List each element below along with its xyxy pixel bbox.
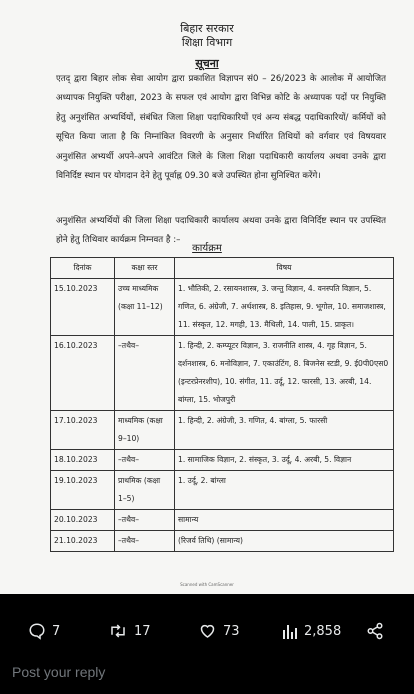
table-row [51, 471, 394, 510]
row-subjects: (रिजर्व तिथि) (सामान्य) [175, 531, 394, 552]
table-header-row [51, 258, 394, 279]
table-row [51, 531, 394, 552]
table-row [51, 510, 394, 531]
schedule-table [50, 257, 394, 552]
share-button[interactable] [366, 622, 384, 640]
table-row [51, 411, 394, 450]
repost-count: 17 [134, 623, 151, 639]
analytics-icon [282, 622, 298, 640]
views-button[interactable] [282, 622, 341, 640]
row-date: 18.10.2023 [51, 450, 115, 471]
row-class: –तथैव– [115, 336, 175, 411]
post-action-bar [0, 622, 414, 648]
like-count: 73 [223, 623, 240, 639]
heart-icon [198, 622, 217, 640]
paragraph-2: अनुशंसित अभ्यर्थियों की जिला शिक्षा पदाधिकारी कार्यालय अथवा उनके द्वारा विनिर्दिष्ट स्थान पर उपस्थित होने हेतु तिथिवार कार्यक्रम निम्नवत है :– [56, 216, 386, 246]
table-title: कार्यक्रम [192, 243, 222, 254]
row-subjects: सामान्य [175, 510, 394, 531]
notice-title: सूचना [195, 57, 219, 70]
row-date: 16.10.2023 [51, 336, 115, 411]
row-class: माध्यमिक (कक्षा 9–10) [115, 411, 175, 450]
table-row [51, 279, 394, 336]
row-subjects: 1. हिन्दी, 2. कम्प्यूटर विज्ञान, 3. राजनीति शास्त्र, 4. गृह विज्ञान, 5. दर्शनशास्त्र, 6. मनोविज्ञान, 7. एकाउंटिंग, 8. बिजनेस स्टडी, 9. ई0पी0एस0 (इन्टरप्रेनरशीप), 10. संगीत, 11. उर्दू, 12. फारसी, 13. अरबी, 14. बांग्ला, 15. भोजपुरी [175, 336, 394, 411]
share-icon [366, 622, 384, 640]
row-subjects: 1. भौतिकी, 2. रसायनशास्त्र, 3. जन्तु विज्ञान, 4. वनस्पति विज्ञान, 5. गणित, 6. अंग्रेजी, 7. अर्थशास्त्र, 8. इतिहास, 9. भूगोल, 10. समाजशास्त्र, 11. संस्कृत, 12. मगही, 13. मैथिली, 14. पाली, 15. प्राकृत। [175, 279, 394, 336]
paragraph-1: एतद् द्वारा बिहार लोक सेवा आयोग द्वारा प्रकाशित विज्ञापन सं0 – 26/2023 के आलोक में आयोजित अध्यापक नियुक्ति परीक्षा, 2023 के सफल एवं आयोग द्वारा विभिन्न कोटि के अध्यापक पदों पर नियुक्ति हेतु अनुशंसित अभ्यर्थियों, संबंधित जिला शिक्षा पदाधिकारियों एवं अन्य संबद्ध पदाधिकारियों/ कर्मियों को सूचित किया जाता है कि निम्नांकित विवरणी के अनुसार निर्धारित तिथियों को वर्गवार एवं विषयवार अनुशंसित अभ्यर्थी अपने-अपने आवंटित जिले के जिला शिक्षा पदाधिकारी कार्यालय अथवा उनके द्वारा विनिर्दिष्ट स्थान पर योगदान देने हेतु पूर्वाह्न 09.30 बजे उपस्थित होना सुनिश्चित करेंगे। [56, 74, 386, 182]
reply-button[interactable] [28, 622, 60, 640]
row-class: –तथैव– [115, 510, 175, 531]
row-date: 17.10.2023 [51, 411, 115, 450]
row-class: –तथैव– [115, 450, 175, 471]
reply-icon [28, 622, 46, 640]
row-subjects: 1. हिन्दी, 2. अंग्रेजी, 3. गणित, 4. बांग्ला, 5. फारसी [175, 411, 394, 450]
row-date: 15.10.2023 [51, 279, 115, 336]
header-line2: शिक्षा विभाग [181, 36, 233, 49]
reply-count: 7 [52, 623, 61, 639]
row-class: प्राथमिक (कक्षा 1–5) [115, 471, 175, 510]
column-header-subject: विषय [175, 258, 394, 279]
view-count: 2,858 [304, 623, 342, 639]
scanner-watermark: Scanned with CamScanner [180, 582, 234, 587]
table-row [51, 450, 394, 471]
row-date: 20.10.2023 [51, 510, 115, 531]
table-row [51, 336, 394, 411]
document-header [0, 22, 414, 50]
repost-icon [108, 622, 128, 640]
row-class: –तथैव– [115, 531, 175, 552]
column-header-class: कक्षा स्तर [115, 258, 175, 279]
repost-button[interactable] [108, 622, 151, 640]
row-subjects: 1. सामाजिक विज्ञान, 2. संस्कृत, 3. उर्दू, 4. अरबी, 5. विज्ञान [175, 450, 394, 471]
row-date: 21.10.2023 [51, 531, 115, 552]
like-button[interactable] [198, 622, 240, 640]
column-header-date: दिनांक [51, 258, 115, 279]
row-class: उच्च माध्यमिक (कक्षा 11–12) [115, 279, 175, 336]
row-subjects: 1. उर्दू, 2. बांग्ला [175, 471, 394, 510]
row-date: 19.10.2023 [51, 471, 115, 510]
header-line1: बिहार सरकार [180, 22, 234, 35]
reply-input[interactable]: Post your reply [12, 664, 106, 680]
